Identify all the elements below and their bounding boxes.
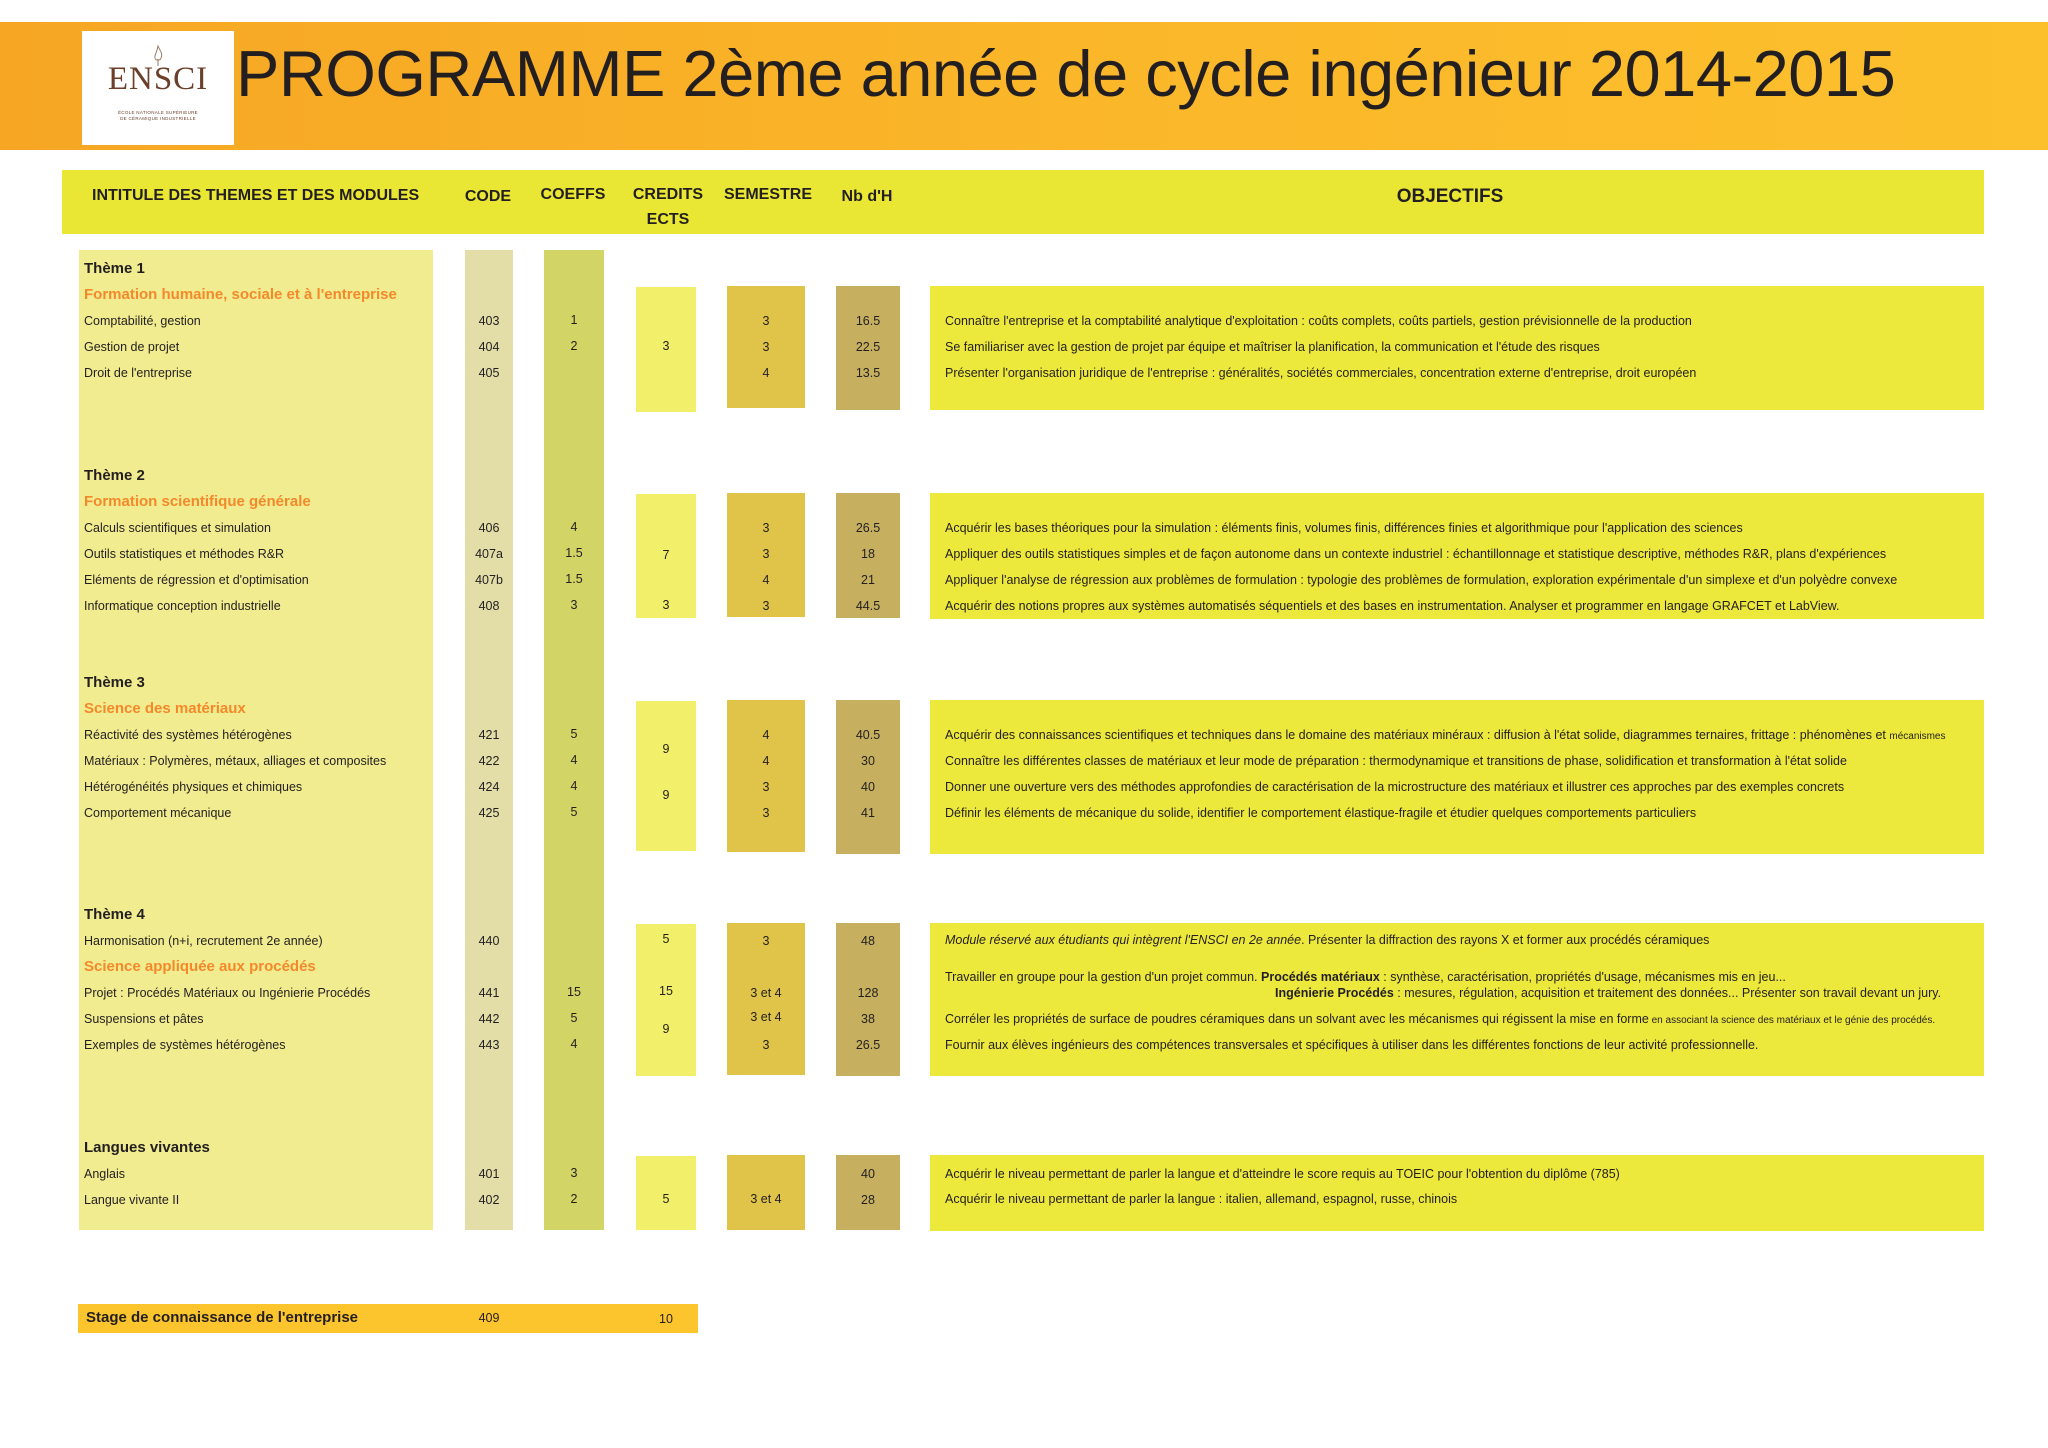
theme-credits: 3 <box>662 339 670 353</box>
module-code: 442 <box>478 1012 500 1026</box>
module-objective: Acquérir le niveau permettant de parler la langue : italien, allemand, espagnol, russe, chinois <box>945 1192 1458 1206</box>
column-header-coeffs: COEFFS <box>540 186 606 203</box>
module-code: 424 <box>478 780 500 794</box>
module-hours: 26.5 <box>855 1038 881 1052</box>
module-objective: Travailler en groupe pour la gestion d'un projet commun. Procédés matériaux : synthèse, caractérisation, propriétés d'usage, mécanismes mis en jeu... <box>945 970 1786 984</box>
module-code: 422 <box>478 754 500 768</box>
module-hours: 40 <box>861 780 875 794</box>
module-name: Réactivité des systèmes hétérogènes <box>84 728 292 742</box>
module-code: 404 <box>478 340 500 354</box>
langues-title: Langues vivantes <box>84 1139 210 1156</box>
stage-code: 409 <box>478 1311 500 1325</box>
module-objective: Module réservé aux étudiants qui intègrent l'ENSCI en 2e année. Présenter la diffraction des rayons X et former aux procédés céramiques <box>945 933 1710 947</box>
column-header-credits: CREDITS ECTS <box>632 186 704 228</box>
column-header-code: CODE <box>464 188 512 205</box>
module-code: 440 <box>478 934 500 948</box>
module-objective: Définir les éléments de mécanique du solide, identifier le comportement élastique-fragile et étudier quelques comportements particuliers <box>945 806 1697 820</box>
module-credits: 15 <box>659 984 673 998</box>
theme4-credits-box <box>636 924 696 1076</box>
column-header-semestre: SEMESTRE <box>723 186 812 203</box>
module-coeff: 2 <box>570 1192 578 1206</box>
module-name: Droit de l'entreprise <box>84 366 192 380</box>
module-name: Projet : Procédés Matériaux ou Ingénierie Procédés <box>84 986 371 1000</box>
logo-tagline: ÉCOLE NATIONALE SUPÉRIEURE DE CÉRAMIQUE INDUSTRIELLE <box>118 110 198 121</box>
theme-credits: 3 <box>662 598 670 612</box>
module-code: 405 <box>478 366 500 380</box>
module-hours: 22.5 <box>855 340 881 354</box>
module-objective: Corréler les propriétés de surface de poudres céramiques dans un solvant avec les mécanismes qui régissent la mise en forme en associant la science des matériaux et le génie des procédés. <box>945 1012 1936 1026</box>
column-header-nbh: Nb d'H <box>841 188 893 205</box>
module-hours: 38 <box>861 1012 875 1026</box>
module-name: Calculs scientifiques et simulation <box>84 521 271 535</box>
module-semestre: 3 <box>762 599 770 613</box>
module-semestre: 3 <box>762 547 770 561</box>
module-hours: 21 <box>861 573 875 587</box>
module-objective: Acquérir des notions propres aux systèmes automatisés séquentiels et des bases en instrumentation. Analyser et programmer en langage GRAFCET et LabView. <box>945 599 1840 613</box>
stage-credits: 10 <box>659 1312 673 1326</box>
module-hours: 16.5 <box>855 314 881 328</box>
module-coeff: 4 <box>570 1037 578 1051</box>
theme2-title: Thème 2 <box>84 467 145 484</box>
theme-semestre: 3 et 4 <box>750 1192 782 1206</box>
module-hours: 128 <box>857 986 879 1000</box>
module-coeff: 5 <box>570 727 578 741</box>
module-name: Harmonisation (n+i, recrutement 2e année) <box>84 934 323 948</box>
module-semestre: 4 <box>762 366 770 380</box>
module-semestre: 3 <box>762 1038 770 1052</box>
module-objective: Donner une ouverture vers des méthodes approfondies de caractérisation de la microstructure des matériaux et illustrer ces approches par des exemples concrets <box>945 780 1845 794</box>
module-hours: 48 <box>861 934 875 948</box>
module-hours: 26.5 <box>855 521 881 535</box>
module-credits: 5 <box>662 932 670 946</box>
module-coeff: 15 <box>567 985 581 999</box>
module-code: 401 <box>478 1167 500 1181</box>
module-code: 408 <box>478 599 500 613</box>
module-coeff: 4 <box>570 779 578 793</box>
module-name: Gestion de projet <box>84 340 180 354</box>
module-code: 443 <box>478 1038 500 1052</box>
module-objective: Présenter l'organisation juridique de l'entreprise : généralités, sociétés commerciales, concentration externe d'entreprise, droit européen <box>945 366 1697 380</box>
module-name: Eléments de régression et d'optimisation <box>84 573 309 587</box>
module-objective: Acquérir les bases théoriques pour la simulation : éléments finis, volumes finis, différences finies et algorithmique pour l'application des sciences <box>945 521 1743 535</box>
module-name: Langue vivante II <box>84 1193 180 1207</box>
module-hours: 44.5 <box>855 599 881 613</box>
module-semestre: 3 <box>762 521 770 535</box>
module-objective: Acquérir des connaissances scientifiques et techniques dans le domaine des matériaux minéraux : diffusion à l'état solide, diagrammes ternaires, frittage : phénomènes et mécanismes <box>945 728 1946 742</box>
theme-credits: 7 <box>662 548 670 562</box>
module-semestre: 3 <box>762 806 770 820</box>
module-name: Matériaux : Polymères, métaux, alliages et composites <box>84 754 387 768</box>
module-coeff: 4 <box>570 520 578 534</box>
module-coeff: 5 <box>570 1011 578 1025</box>
module-name: Comportement mécanique <box>84 806 232 820</box>
module-name: Comptabilité, gestion <box>84 314 201 328</box>
module-objective-line2: Ingénierie Procédés : mesures, régulation, acquisition et traitement des données... Présenter son travail devant un jury. <box>1275 986 1942 1000</box>
module-semestre: 3 <box>762 780 770 794</box>
module-objective: Acquérir le niveau permettant de parler la langue et d'atteindre le score requis au TOEIC pour l'obtention du diplôme (785) <box>945 1167 1620 1181</box>
theme-credits: 9 <box>662 1022 670 1036</box>
page-title: PROGRAMME 2ème année de cycle ingénieur 2014-2015 <box>236 37 1896 110</box>
module-code: 407b <box>475 573 503 587</box>
module-semestre: 4 <box>762 573 770 587</box>
module-coeff: 2 <box>570 339 578 353</box>
module-hours: 41 <box>861 806 875 820</box>
module-semestre: 3 <box>762 314 770 328</box>
module-semestre: 3 et 4 <box>750 1010 782 1024</box>
module-objective: Connaître les différentes classes de matériaux et leur mode de préparation : thermodynamique et transitions de phase, solidification et transformation à l'état solide <box>945 754 1847 768</box>
module-coeff: 5 <box>570 805 578 819</box>
theme4-title: Thème 4 <box>84 906 145 923</box>
theme1-title: Thème 1 <box>84 260 145 277</box>
module-semestre: 3 <box>762 340 770 354</box>
module-coeff: 1.5 <box>565 546 583 560</box>
module-name: Exemples de systèmes hétérogènes <box>84 1038 286 1052</box>
module-objective: Connaître l'entreprise et la comptabilité analytique d'exploitation : coûts complets, coûts partiels, gestion prévisionnelle de la production <box>945 314 1692 328</box>
theme3-subtitle: Science des matériaux <box>84 700 246 717</box>
module-hours: 18 <box>861 547 875 561</box>
module-code: 421 <box>478 728 500 742</box>
module-name: Informatique conception industrielle <box>84 599 281 613</box>
column-header-intitule: INTITULE DES THEMES ET DES MODULES <box>92 187 420 204</box>
theme1-subtitle: Formation humaine, sociale et à l'entreprise <box>84 286 397 303</box>
module-coeff: 4 <box>570 753 578 767</box>
module-code: 425 <box>478 806 500 820</box>
module-name: Suspensions et pâtes <box>84 1012 204 1026</box>
module-name: Hétérogénéités physiques et chimiques <box>84 780 303 794</box>
module-objective: Se familiariser avec la gestion de projet par équipe et maîtriser la planification, la communication et l'étude des risques <box>945 340 1600 354</box>
module-hours: 13.5 <box>855 366 881 380</box>
module-name: Outils statistiques et méthodes R&R <box>84 547 285 561</box>
theme-credits: 5 <box>662 1192 670 1206</box>
logo-text: ENSCI <box>107 61 209 97</box>
module-semestre: 3 <box>762 934 770 948</box>
theme2-subtitle: Formation scientifique générale <box>84 493 311 510</box>
module-code: 402 <box>478 1193 500 1207</box>
module-code: 406 <box>478 521 500 535</box>
theme3-nbh-box <box>836 700 900 854</box>
module-coeff: 1.5 <box>565 572 583 586</box>
column-header-objectifs: OBJECTIFS <box>1396 186 1504 207</box>
module-name: Anglais <box>84 1167 125 1181</box>
theme3-semestre-box <box>727 700 805 852</box>
module-code: 441 <box>478 986 500 1000</box>
module-code: 403 <box>478 314 500 328</box>
module-objective: Fournir aux élèves ingénieurs des compétences transversales et spécifiques à utiliser dans les différentes fonctions de leur activité professionnelle. <box>945 1038 1759 1052</box>
module-semestre: 4 <box>762 728 770 742</box>
theme-credits: 9 <box>662 788 670 802</box>
stage-name: Stage de connaissance de l'entreprise <box>86 1309 359 1326</box>
ensci-logo <box>82 31 234 145</box>
module-code: 407a <box>475 547 503 561</box>
theme3-objectifs-box <box>930 700 1984 854</box>
theme-credits: 9 <box>662 742 670 756</box>
module-objective: Appliquer des outils statistiques simples et de façon autonome dans un contexte industriel : échantillonnage et statistique descriptive, méthodes R&R, plans d'expériences <box>945 547 1887 561</box>
module-coeff: 1 <box>570 313 578 327</box>
module-coeff: 3 <box>570 598 578 612</box>
theme3-credits-box <box>636 701 696 851</box>
theme3-title: Thème 3 <box>84 674 145 691</box>
module-semestre: 4 <box>762 754 770 768</box>
theme4-subtitle: Science appliquée aux procédés <box>84 958 316 975</box>
module-coeff: 3 <box>570 1166 578 1180</box>
module-hours: 40 <box>861 1167 875 1181</box>
module-hours: 30 <box>861 754 875 768</box>
module-hours: 40.5 <box>855 728 881 742</box>
module-hours: 28 <box>861 1193 875 1207</box>
module-objective: Appliquer l'analyse de régression aux problèmes de formulation : typologie des problèmes de formulation, exploration expérimentale d'un simplexe et d'un polyèdre convexe <box>945 573 1898 587</box>
module-semestre: 3 et 4 <box>750 986 782 1000</box>
